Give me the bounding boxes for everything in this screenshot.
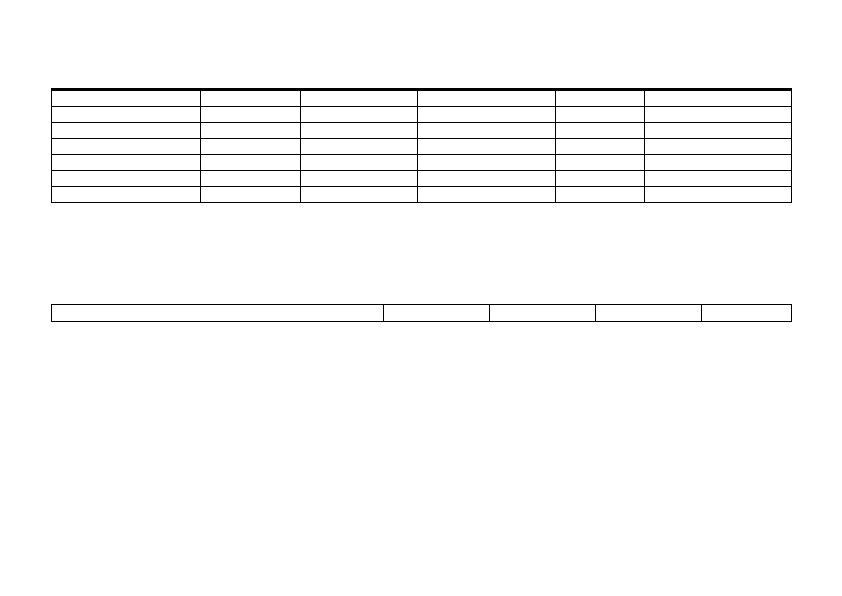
table-cell	[418, 123, 556, 139]
table-cell	[556, 91, 645, 107]
table-cell	[52, 187, 201, 203]
table-cell	[556, 171, 645, 187]
table-cell	[418, 155, 556, 171]
table-cell	[418, 139, 556, 155]
header-indicator	[52, 305, 384, 322]
header-year-4	[702, 305, 792, 322]
header-year-2	[490, 305, 596, 322]
table-cell	[301, 155, 418, 171]
table-row	[52, 171, 792, 187]
table-cell	[645, 187, 792, 203]
table-cell	[301, 187, 418, 203]
header-year-3	[596, 305, 702, 322]
table-cell	[418, 107, 556, 123]
table-total-row	[52, 187, 792, 203]
table-cell	[645, 155, 792, 171]
table-header-row	[52, 305, 792, 322]
table-cell	[201, 123, 301, 139]
table-cell	[645, 107, 792, 123]
table-cell	[201, 187, 301, 203]
table-cell	[201, 171, 301, 187]
table-cell	[201, 107, 301, 123]
table-row	[52, 91, 792, 107]
table-cell	[418, 91, 556, 107]
loan-repayment-table	[51, 88, 792, 203]
table-cell	[301, 107, 418, 123]
table-cell	[645, 91, 792, 107]
table-row	[52, 155, 792, 171]
table-cell	[52, 155, 201, 171]
header-total	[645, 89, 792, 90]
table-cell	[301, 139, 418, 155]
table-cell	[301, 171, 418, 187]
table-cell	[301, 123, 418, 139]
table-cell	[201, 91, 301, 107]
table-cell	[52, 123, 201, 139]
product-cost-table	[51, 304, 792, 322]
table-cell	[556, 139, 645, 155]
table-cell	[418, 187, 556, 203]
table-cell	[301, 91, 418, 107]
table-cell	[201, 139, 301, 155]
table-cell	[418, 171, 556, 187]
table-cell	[645, 139, 792, 155]
table-cell	[645, 171, 792, 187]
table-cell	[52, 91, 201, 107]
table-row	[52, 123, 792, 139]
table-cell	[556, 155, 645, 171]
table-cell	[52, 107, 201, 123]
table-cell	[52, 139, 201, 155]
table-cell	[201, 155, 301, 171]
table-cell	[52, 171, 201, 187]
table-cell	[556, 107, 645, 123]
table-cell	[645, 123, 792, 139]
table-cell	[556, 123, 645, 139]
table-row	[52, 139, 792, 155]
header-debt	[556, 89, 645, 90]
header-year-1	[384, 305, 490, 322]
table-row	[52, 107, 792, 123]
table-cell	[556, 187, 645, 203]
